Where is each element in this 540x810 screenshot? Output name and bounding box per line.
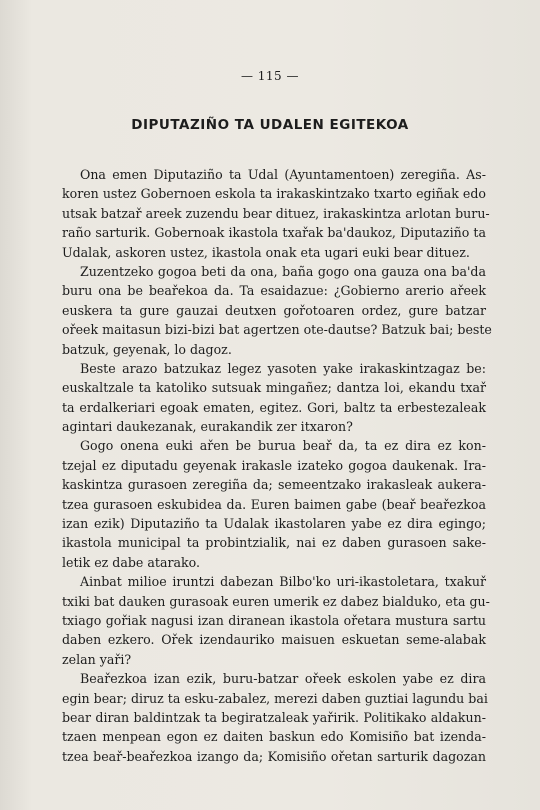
text-line: izan ezik) Diputaziño ta Udalak ikastolaren yabe ez dira egingo; [62, 516, 486, 532]
text-line: zelan yaři? [62, 651, 132, 667]
text-line: euskaltzale ta katoliko sutsuak mingañez; dantza loi, ekandu txař [62, 380, 486, 396]
text-line: tzea gurasoen eskubidea da. Euren baimen gabe (beař beařezkoa [62, 496, 486, 512]
text-line: ta erdalkeriari egoak ematen, egitez. Gori, baltz ta erbestezaleak [62, 399, 486, 415]
text-line: tzea beař-beařezkoa izango da; Komisiño ořetan sarturik dagozan [62, 748, 486, 764]
text-line: Ona emen Diputaziño ta Udal (Ayuntamentoen) zeregiña. As- [80, 167, 486, 182]
text-line: Beste arazo batzukaz legez yasoten yake irakaskintzagaz be: [80, 360, 486, 376]
body-text [62, 165, 492, 766]
text-line: euskera ta gure gauzai deutxen gořotoaren ordez, gure batzar [62, 302, 486, 318]
chapter-title: DIPUTAZIÑO TA UDALEN EGITEKOA [131, 117, 409, 133]
text-line: kaskintza gurasoen zeregiña da; semeentzako irakasleak aukera- [62, 477, 486, 493]
text-line: utsak batzař areek zuzendu bear dituez, irakaskintza arlotan buru- [62, 205, 490, 221]
text-line: raño sarturik. Gobernoak ikastola txařak ba'daukoz, Diputaziño ta [62, 225, 486, 241]
text-line: tzaen menpean egon ez daiten baskun edo Komisiño bat izenda- [62, 729, 486, 745]
text-line: daben ezkero. Ořek izendauriko maisuen eskuetan seme-alabak [62, 632, 486, 648]
text-line: letik ez dabe atarako. [62, 554, 200, 570]
text-line: tzejal ez diputadu geyenak irakasle izateko gogoa daukenak. Ira- [62, 457, 486, 473]
text-line: Ainbat milioe iruntzi dabezan Bilbo'ko uri-ikastoletara, txakuř [80, 574, 486, 590]
text-line: Gogo onena euki ařen be burua beař da, ta ez dira ez kon- [80, 438, 486, 454]
text-line: koren ustez Gobernoen eskola ta irakaskintzako txarto egiñak edo [62, 186, 486, 202]
text-line: egin bear; diruz ta esku-zabalez, merezi daben guztiai lagundu bai [62, 690, 488, 706]
text-line: Udalak, askoren ustez, ikastola onak eta ugari euki bear dituez. [62, 244, 470, 260]
text-line: batzuk, geyenak, lo dagoz. [62, 341, 232, 357]
text-line: bear diran baldintzak ta begiratzaleak yařirik. Politikako aldakun- [62, 709, 486, 725]
text-line: txiki bat dauken gurasoak euren umerik ez dabez bialduko, eta gu- [62, 593, 490, 609]
text-line: ořeek maitasun bizi-bizi bat agertzen ote-dautse? Batzuk bai; beste [62, 322, 492, 338]
text-line: Beařezkoa izan ezik, buru-batzar ořeek eskolen yabe ez dira [80, 671, 486, 687]
page-number: — 115 — [240, 69, 300, 83]
text-line: ikastola municipal ta probintzialik, nai ez daben gurasoen sake- [62, 535, 486, 551]
text-line: agintari daukezanak, eurakandik zer itxaron? [62, 419, 353, 435]
text-line: buru ona be beařekoa da. Ta esaidazue: ¿Gobierno arerio ařeek [62, 283, 486, 299]
text-line: txiago gořiak nagusi izan diranean ikastola ořetara mustura sartu [62, 612, 486, 628]
text-line: Zuzentzeko gogoa beti da ona, baña gogo ona gauza ona ba'da [80, 263, 486, 279]
